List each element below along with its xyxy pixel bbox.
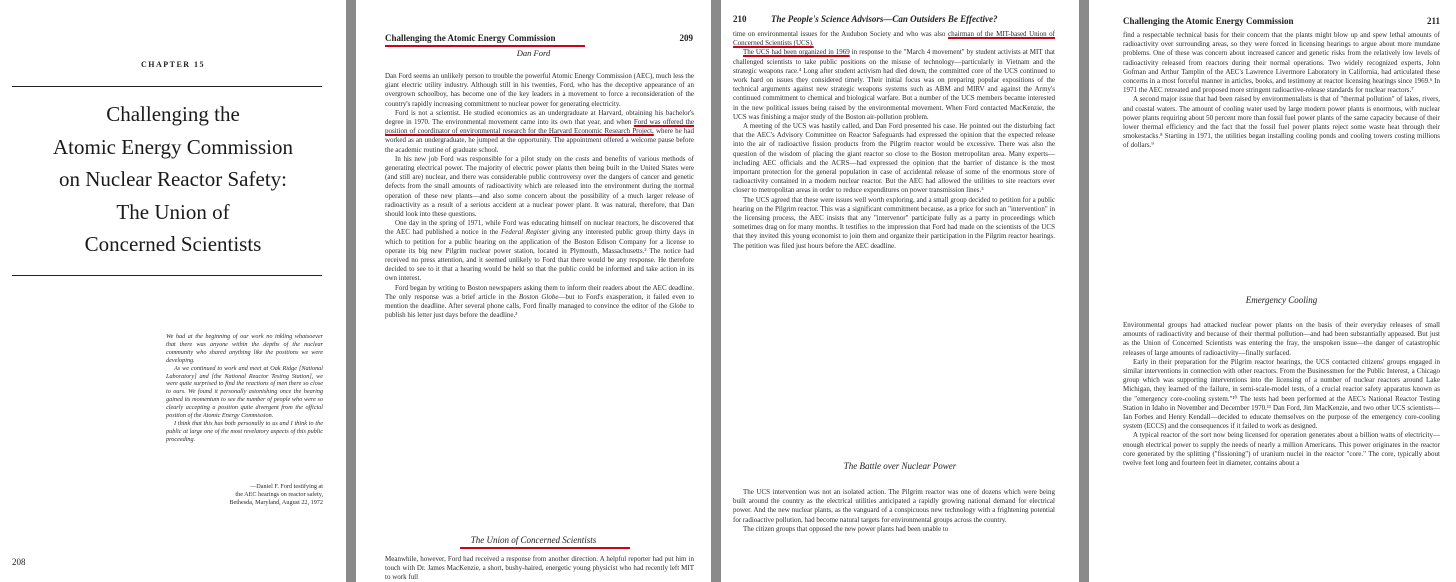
highlighted-text: chairman of the MIT-based Union of Concerned Scientists (UCS). <box>733 30 1055 48</box>
page-divider <box>1079 0 1089 582</box>
paragraph <box>385 284 694 321</box>
body-text <box>385 72 694 320</box>
page-number: 211 <box>1426 16 1440 26</box>
chapter-title <box>0 98 346 261</box>
page-divider <box>711 0 721 582</box>
page-208 <box>0 0 346 582</box>
paragraph: A second major issue that had been raised by environmentalists is that of "thermal pollution" of lakes, rivers, and coastal waters. The amount of cooling water used by large modern power plants is enormous, with nuclear power plants requiring about 50 percent more than fossil fuel power plants of the same capacity because of their lower thermal efficiency and the fact that the fossil fuel power plants reject some waste heat through their smokestacks.⁸ Starting in 1971, the utilities began installing cooling ponds and cooling towers costing millions of dollars.⁹ <box>1123 95 1440 150</box>
attribution-line: the AEC hearings on reactor safety, <box>235 491 323 499</box>
chapter-title-bottom-rule <box>12 275 322 276</box>
paragraph: The UCS intervention was not an isolated action. The Pilgrim reactor was one of dozens which were being built around the country as the electrical utilities anticipated a rapidly growing national demand for electrical power. And the new nuclear plants, as the vanguard of a conspicuous new technology with a frightening potential for radioactive pollution, had become natural targets for environmental groups across the country. <box>733 488 1055 524</box>
chapter-title-line: Concerned Scientists <box>84 232 262 256</box>
paragraph <box>733 30 1055 48</box>
paragraph: The citizen groups that opposed the new power plants had been unable to <box>743 524 949 533</box>
section-heading: Emergency Cooling <box>1245 295 1318 305</box>
attribution-line: Bethesda, Maryland, August 22, 1972 <box>229 499 323 507</box>
text-run: Ford is not a scientist. He studied economics as an undergraduate at Harvard, obtaining his bachelor's degree in 1970. The environmental movement came into its own that year, and when <box>385 108 694 127</box>
paragraph: In his new job Ford was responsible for a pilot study on the costs and benefits of various methods of generating electrical power. The majority of electric power plants then being built in the United States were (and still are) nuclear, and there was considerable public controversy over the dangers of cancer and genetic defects from the small amounts of radioactivity which are released into the environment during the normal operation of these new plants—and also some concern about the possibility of a much larger release of radioactivity as a result of a serious accident at a nuclear power plant. It was natural, therefore, that Dan should look into these questions. <box>385 154 694 219</box>
paragraph <box>385 219 694 283</box>
running-head: Challenging the Atomic Energy Commission <box>1123 16 1294 26</box>
chapter-title-line: Atomic Energy Commission <box>53 134 293 159</box>
running-head-underline <box>385 45 585 47</box>
body-text <box>385 555 694 582</box>
attribution-line: —Daniel F. Ford testifying at <box>250 483 323 490</box>
paragraph: Environmental groups had attacked nuclear power plants on the basis of their everyday releases of small amounts of radioactivity and because of their thermal pollution—and had been substantially appeased. But just as the Union of Concerned Scientists was entering the fray, the unspoken issue—the danger of catastrophic releases of large amounts of radioactivity—finally surfaced. <box>1123 321 1440 357</box>
page-210 <box>721 0 1079 582</box>
chapter-title-line: on Nuclear Reactor Safety: <box>59 167 287 191</box>
author-name: Dan Ford <box>516 48 551 58</box>
epigraph <box>166 333 323 444</box>
text-run: in response to the "March 4 movement" by student activists at MIT that challenged scientists to take public positions on the misuse of technology—particularly in Vietnam and the strategic weapons race.⁴ Long after student activism had died down, the committed core of the UCS continued to work hard on issues they considered timely. Their initial focus was on preparing popular expositions of the technical arguments against new strategic weapons systems such as ABM and MIRV and against the Army's continued commitment to chemical and biological warfare. But a number of the UCS members became interested in the new political issues being raised by the environmental movement. When Ford contacted MacKenzie, the UCS was finishing a major study of the Boston air-pollution problem. <box>733 48 1055 121</box>
italic-text: Globe <box>669 302 687 311</box>
text-run: giving any interested public group thirty days in which to petition for a public hearing on the application of the Boston Edison Company for a license to operate its big new Pilgrim nuclear power station, located in Plymouth, Massachusetts.² The notice had received no press attention, and it seemed unlikely to Ford that there would be any response. He therefore decided to see to it that a hearing would be held so that the public could be informed and take action in its own interest. <box>385 228 695 283</box>
running-head: The People's Science Advisors—Can Outsiders Be Effective? <box>771 14 998 24</box>
paragraph <box>385 109 694 155</box>
epigraph-paragraph: As we continued to work and meet at Oak Ridge [National Laboratory] and [the National Reactor Testing Station], we were quite surprised to find the reactions of men there so close to ours. We found it personally astonishing once the hearing gained its momentum to see the number of people who were so clearly accepting a position quite divergent from the official position of the Atomic Energy Commission. <box>166 364 323 420</box>
paragraph: find a respectable technical basis for their concern that the plants might blow up and spew lethal amounts of radioactivity over surrounding areas, so they were forced in licensing hearings to argue about more mundane problems. One of these was concern about increased cancer and genetic risks from the relatively low levels of radioactivity released from reactors during their normal operations. Two widely recognized experts, John Gofman and Arthur Tamplin of the AEC's Lawrence Livermore Laboratory in California, had articulated these concerns in a most forceful manner in articles, books, and testimony at reactor licensing hearings since 1969.⁶ In 1971 the AEC retreated and proposed more stringent radioactive-release standards for nuclear reactors.⁷ <box>1123 31 1440 95</box>
paragraph: A typical reactor of the sort now being licensed for operation generates about a billion watts of electricity—enough electrical power to supply the needs of nearly a million Americans. This power originates in the reactor core generated by the splitting ("fissioning") of uranium nuclei in the reactor "core." The core, typically about twelve feet long and fourteen feet in diameter, contains about a <box>1123 431 1440 468</box>
paragraph <box>733 48 1055 122</box>
body-text <box>1123 321 1440 468</box>
italic-text: Federal Register <box>500 228 550 237</box>
paragraph: Early in their preparation for the Pilgrim reactor hearings, the UCS contacted citizens' groups engaged in similar interventions in connection with other reactors. From the Businessmen for the Public Interest, a Chicago group which was supporting interventions into the licensing of a number of nuclear reactors around Lake Michigan, they learned of the failure, in semi-scale-model tests, of a crucial reactor safety apparatus known as the "emergency core-cooling system."¹⁰ The tests had been performed at the AEC's National Reactor Testing Station in Idaho in November and December 1970.¹¹ Dan Ford, Jim MacKenzie, and two other UCS scientists—Ian Forbes and Henry Kendall—decided to educate themselves on the purpose of the emergency core-cooling system (ECCS) and the consequences if it failed to work as designed. <box>1123 357 1440 431</box>
paragraph: Meanwhile, however, Ford had received a response from another direction. A helpful reporter had put him in touch with Dr. James MacKenzie, a short, bushy-haired, energetic young physicist who had recently left MIT to work full <box>385 555 694 582</box>
page-number: 209 <box>679 33 693 43</box>
page-211 <box>1089 0 1456 582</box>
page-number: 208 <box>12 557 26 567</box>
text-run: —but to Ford's exasperation, it failed even to mention the deadline. After several phone calls, Ford finally managed to convince the editor of the <box>385 292 694 311</box>
body-text <box>1123 31 1440 151</box>
chapter-title-line: The Union of <box>116 199 230 224</box>
section-heading: The Union of Concerned Scientists <box>470 535 597 545</box>
epigraph-paragraph: We had at the beginning of our work no inkling whatsoever that there was anyone within the depths of the nuclear community who shared anything like the positions we were developing. <box>166 333 323 364</box>
page-divider <box>346 0 356 582</box>
paragraph: A meeting of the UCS was hastily called, and Dan Ford presented his case. He pointed out the disturbing fact that the AEC's Advisory Committee on Reactor Safeguards had expressed the opinion that the expected release into the air of radioactive fission products from the Pilgrim reactor would be excessive. There was also the question of the wisdom of placing the giant reactor so close to the Boston metropolitan area. Many experts—including AEC officials and the ACRS—had expressed the opinion that the barrier of distance is the most important protection for the general population in case of accidental release of some of the enormous store of radioactivity contained in a modern nuclear reactor. But the AEC had allowed the utilities to site reactors ever closer to metropolitan areas in order to reduce expenditures on power transmission lines.⁵ <box>733 122 1055 195</box>
text-run: time on environmental issues for the Audubon Society and who was also <box>733 30 946 38</box>
epigraph-attribution <box>150 483 323 508</box>
epigraph-paragraph: I think that this has both personally to us and I think to the public at large one of the most revelatory aspects of this public proceeding. <box>166 419 323 443</box>
chapter-title-line: Challenging the <box>106 102 240 126</box>
chapter-label: CHAPTER 15 <box>140 60 206 69</box>
text-run: One day in the spring of 1971, while Ford was educating himself on nuclear reactors, he discovered that the AEC had published a notice in the <box>385 219 694 237</box>
text-run: Ford began by writing to Boston newspapers asking them to inform their readers about the AEC deadline. The only response was a brief article in the <box>385 283 694 301</box>
text-run: to publish his letter just days before the deadline.³ <box>385 302 695 320</box>
section-heading-underline <box>460 547 630 549</box>
paragraph: The UCS agreed that these were issues well worth exploring, and a small group decided to petition for a public hearing on the Pilgrim reactor. This was a significant commitment because, as a price for such an "intervention" in the licensing process, the AEC insists that any "intervenor" participate fully as a party in proceedings which sometimes drag on for many months. It testifies to the impression that Ford had made on the scientists of the UCS that they invited this young economist to join them and organize their participation in the Pilgrim reactor hearings. The petition was filed just hours before the AEC deadline. <box>733 195 1055 250</box>
page-number: 210 <box>733 14 747 24</box>
italic-text: Boston Globe <box>518 292 559 301</box>
body-text <box>733 30 1055 251</box>
chapter-title-top-rule <box>12 86 322 87</box>
running-head: Challenging the Atomic Energy Commission <box>385 33 556 43</box>
section-heading: The Battle over Nuclear Power <box>843 461 957 471</box>
text-run: where he had worked as an undergraduate, he jumped at the opportunity. The appointment offered a welcome pause before the academic routine of graduate school. <box>385 127 694 154</box>
highlighted-text: Ford was offered the position of coordinator of environmental research for the Harvard Economic Research Project, <box>385 118 695 136</box>
body-text <box>733 488 1055 534</box>
page-209 <box>356 0 711 582</box>
highlighted-text: The UCS had been organized in 1969 <box>743 48 850 57</box>
paragraph: Dan Ford seems an unlikely person to trouble the powerful Atomic Energy Commission (AEC), much less the giant electric utility industry. Although still in his twenties, Ford, who has the deceptive appearance of an overgrown schoolboy, has become one of the key leaders in a movement to force a reconsideration of the country's rapidly increasing commitment to nuclear power for generating electricity. <box>385 72 694 108</box>
